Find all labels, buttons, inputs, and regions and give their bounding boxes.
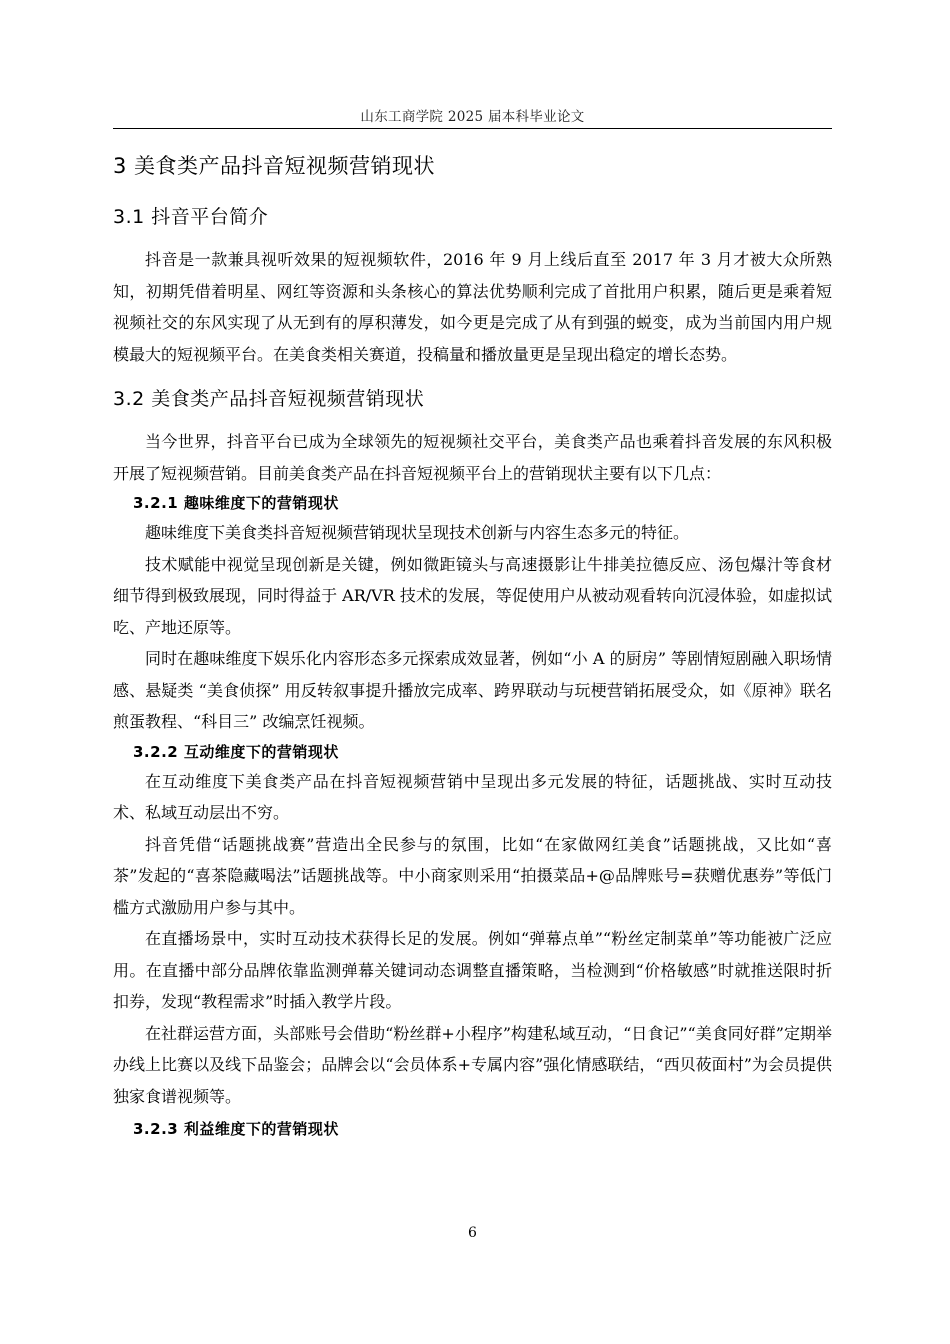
- section-title-3-2: 3.2 美食类产品抖音短视频营销现状: [113, 388, 425, 410]
- subsection-title-3-2-1: 3.2.1 趣味维度下的营销现状: [133, 494, 339, 512]
- paragraph-3-2-1: 当今世界，抖音平台已成为全球领先的短视频社交平台，美食类产品也乘着抖音发展的东风积极开展了短视频营销。目前美食类产品在抖音短视频平台上的营销现状主要有以下几点：: [113, 432, 832, 483]
- paragraph-3-2-1-1: 趣味维度下美食类抖音短视频营销现状呈现技术创新与内容生态多元的特征。: [145, 523, 690, 542]
- body-content: [113, 148, 832, 1143]
- paragraph-3-2-1-3: 同时在趣味维度下娱乐化内容形态多元探索成效显著，例如“小 A 的厨房” 等剧情短剧融入职场情感、悬疑类 “美食侦探” 用反转叙事提升播放完成率、跨界联动与玩梗营销拓展受众，如《原神》联名煎蛋教程、“科目三” 改编烹饪视频。: [113, 649, 832, 731]
- running-header: 山东工商学院 2025 届本科毕业论文: [360, 109, 585, 125]
- paragraph-3-2-2-3: 在直播场景中，实时互动技术获得长足的发展。例如“弹幕点单”“粉丝定制菜单”等功能被广泛应用。在直播中部分品牌依靠监测弹幕关键词动态调整直播策略，当检测到“价格敏感”时就推送限时折扣券，发现“教程需求”时插入教学片段。: [113, 929, 832, 1011]
- header-rule: [113, 128, 832, 129]
- subsection-title-3-2-2: 3.2.2 互动维度下的营销现状: [133, 742, 339, 761]
- section-title-3-1: 3.1 抖音平台简介: [113, 206, 269, 228]
- chapter-title: 3 美食类产品抖音短视频营销现状: [113, 154, 436, 178]
- paragraph-3-2-2-2: 抖音凭借“话题挑战赛”营造出全民参与的氛围，比如“在家做网红美食”话题挑战，又比如“喜茶”发起的“喜茶隐藏喝法”话题挑战等。中小商家则采用“拍摄菜品+@品牌账号=获赠优惠券”等低门槛方式激励用户参与其中。: [113, 834, 832, 917]
- paragraph-3-2-2-4: 在社群运营方面，头部账号会借助“粉丝群+小程序”构建私域互动，“日食记”“美食同好群”定期举办线上比赛以及线下品鉴会；品牌会以“会员体系+专属内容”强化情感联结，“西贝莜面村”为会员提供独家食谱视频等。: [113, 1023, 832, 1106]
- subsection-title-3-2-3: 3.2.3 利益维度下的营销现状: [133, 1120, 339, 1138]
- paragraph-3-2-1-2: 技术赋能中视觉呈现创新是关键，例如微距镜头与高速摄影让牛排美拉德反应、汤包爆汁等食材细节得到极致展现，同时得益于 AR/VR 技术的发展，等促使用户从被动观看转向沉浸体验，如虚拟试吃、产地还原等。: [113, 554, 832, 637]
- paragraph-3-2-2-1: 在互动维度下美食类产品在抖音短视频营销中呈现出多元发展的特征，话题挑战、实时互动技术、私域互动层出不穷。: [113, 771, 832, 822]
- page-number: 6: [468, 1225, 477, 1241]
- paragraph-3-1-1: 抖音是一款兼具视听效果的短视频软件，2016 年 9 月上线后直至 2017 年 3 月才被大众所熟知，初期凭借着明星、网红等资源和头条核心的算法优势顺利完成了首批用户积累，随后更是乘着短视频社交的东风实现了从无到有的厚积薄发，如今更是完成了从有到强的蜕变，成为当前国内用户规模最大的短视频平台。在美食类相关赛道，投稿量和播放量更是呈现出稳定的增长态势。: [113, 250, 832, 364]
